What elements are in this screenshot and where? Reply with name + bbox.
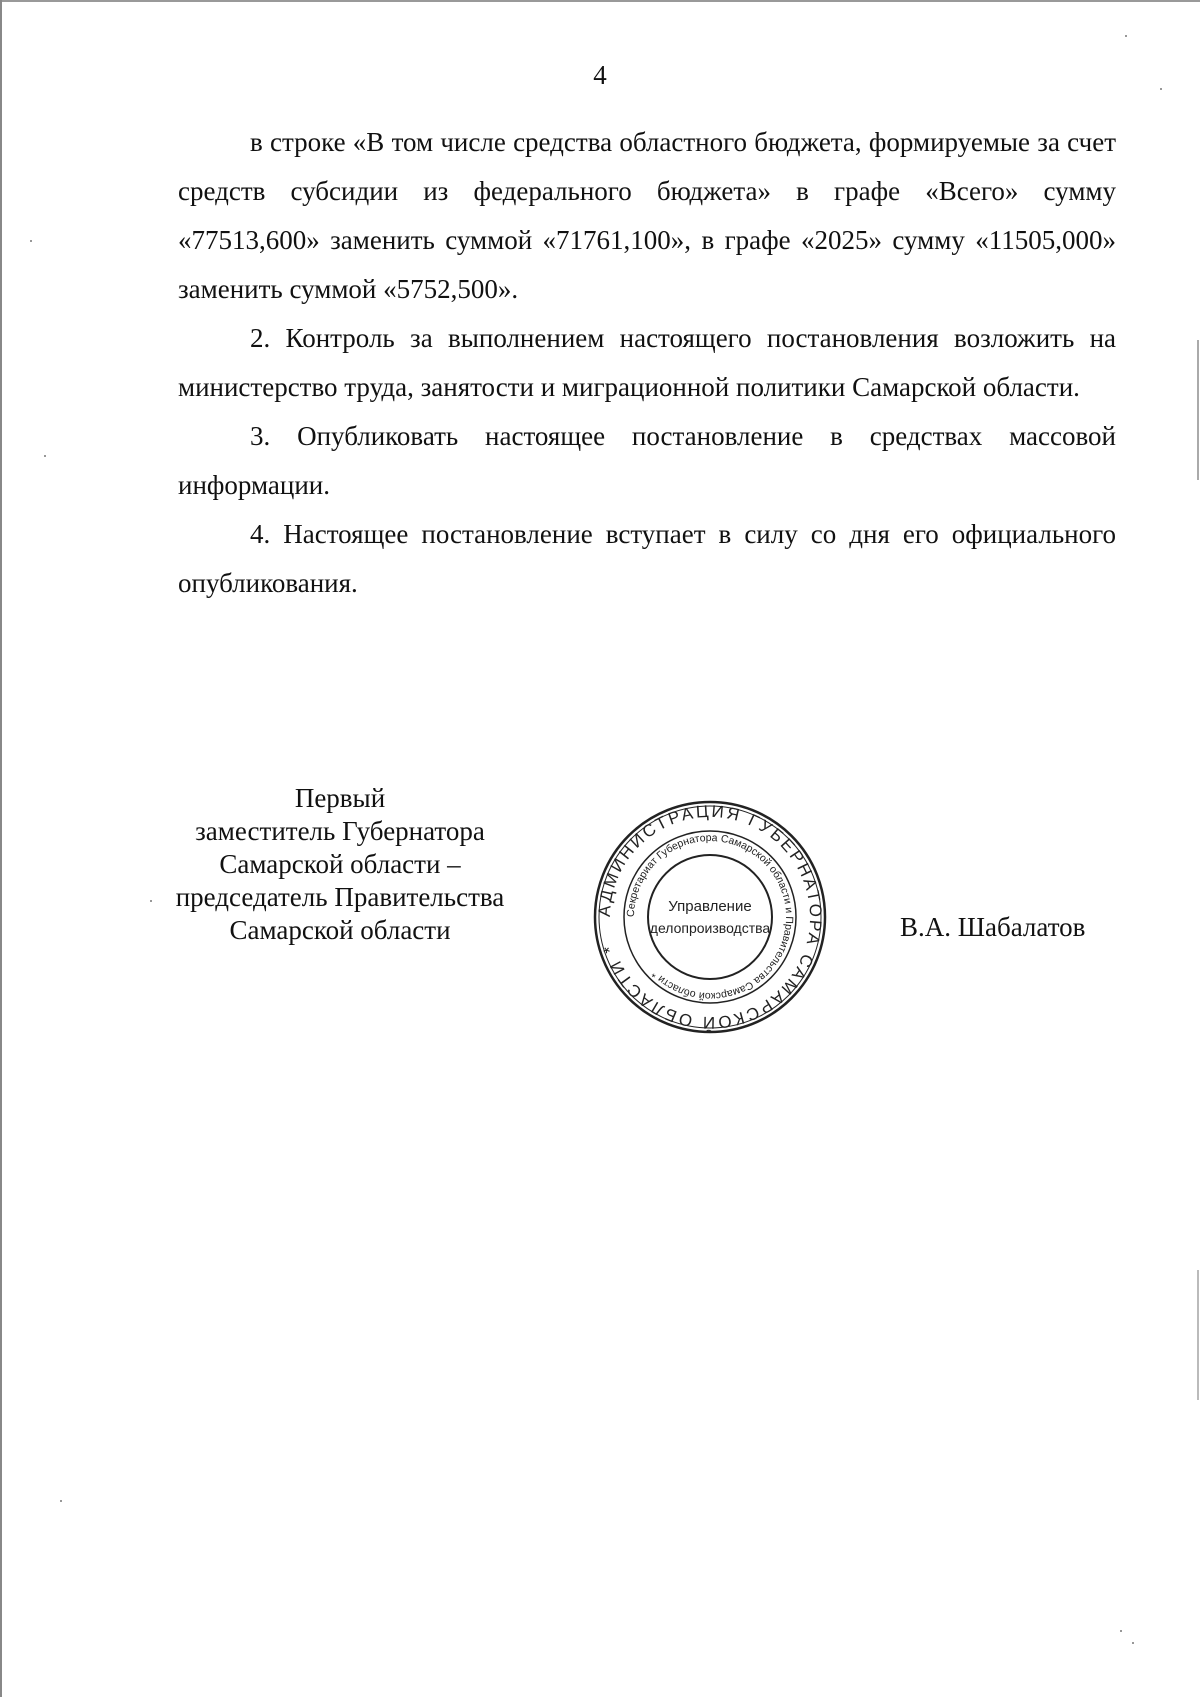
scan-speck	[1125, 35, 1127, 37]
scan-speck	[1160, 88, 1162, 90]
scan-edge-right	[1197, 340, 1199, 480]
signatory-title-line: Самарской области –	[219, 849, 461, 879]
paragraph-control: 2. Контроль за выполнением настоящего постановления возложить на министерство труда, занятости и миграционной политики Самарской области.	[178, 323, 1116, 402]
signatory-title-line: Первый	[294, 783, 386, 813]
scan-speck	[150, 900, 152, 902]
scan-speck	[1132, 1642, 1134, 1644]
scan-speck	[60, 1500, 62, 1502]
stamp-center-line-2: делопроизводства	[649, 920, 771, 936]
signatory-title-line: председатель Правительства	[175, 882, 505, 912]
stamp-inner-ring	[648, 855, 772, 979]
scan-edge-left	[0, 0, 2, 1697]
paragraph-publish: 3. Опубликовать настоящее постановление в средствах массовой информации.	[178, 421, 1116, 500]
stamp-outer-text: АДМИНИСТРАЦИЯ ГУБЕРНАТОРА САМАРСКОЙ ОБЛАСТИ *	[594, 801, 826, 1033]
page-number: 4	[593, 60, 607, 90]
official-seal-stamp	[590, 797, 830, 1037]
signatory-title-line: Самарской области	[229, 915, 451, 945]
scan-edge-top	[0, 0, 1200, 2]
stamp-center-line-1: Управление	[668, 898, 752, 915]
scan-speck	[1120, 1630, 1122, 1632]
stamp-inner-text: Секретариат Губернатора Самарской области и Правительства Самарской области *	[624, 831, 796, 1003]
scan-speck	[30, 240, 32, 242]
scan-speck	[44, 455, 46, 457]
document-body	[178, 118, 1116, 608]
signatory-title	[140, 782, 540, 947]
scan-edge-right-lower	[1197, 1270, 1199, 1400]
signatory-title-line: заместитель Губернатора	[195, 816, 485, 846]
paragraph-effective: 4. Настоящее постановление вступает в силу со дня его официального опубликования.	[178, 519, 1116, 598]
paragraph-amendment: в строке «В том числе средства областного бюджета, формируемые за счет средств субсидии из федерального бюджета» в графе «Всего» сумму «77513,600» заменить суммой «71761,100», в графе «2025» сумму «11505,000» заменить суммой «5752,500».	[178, 127, 1116, 304]
signatory-name: В.А. Шабалатов	[900, 912, 1086, 942]
stamp-middle-ring	[624, 831, 796, 1003]
